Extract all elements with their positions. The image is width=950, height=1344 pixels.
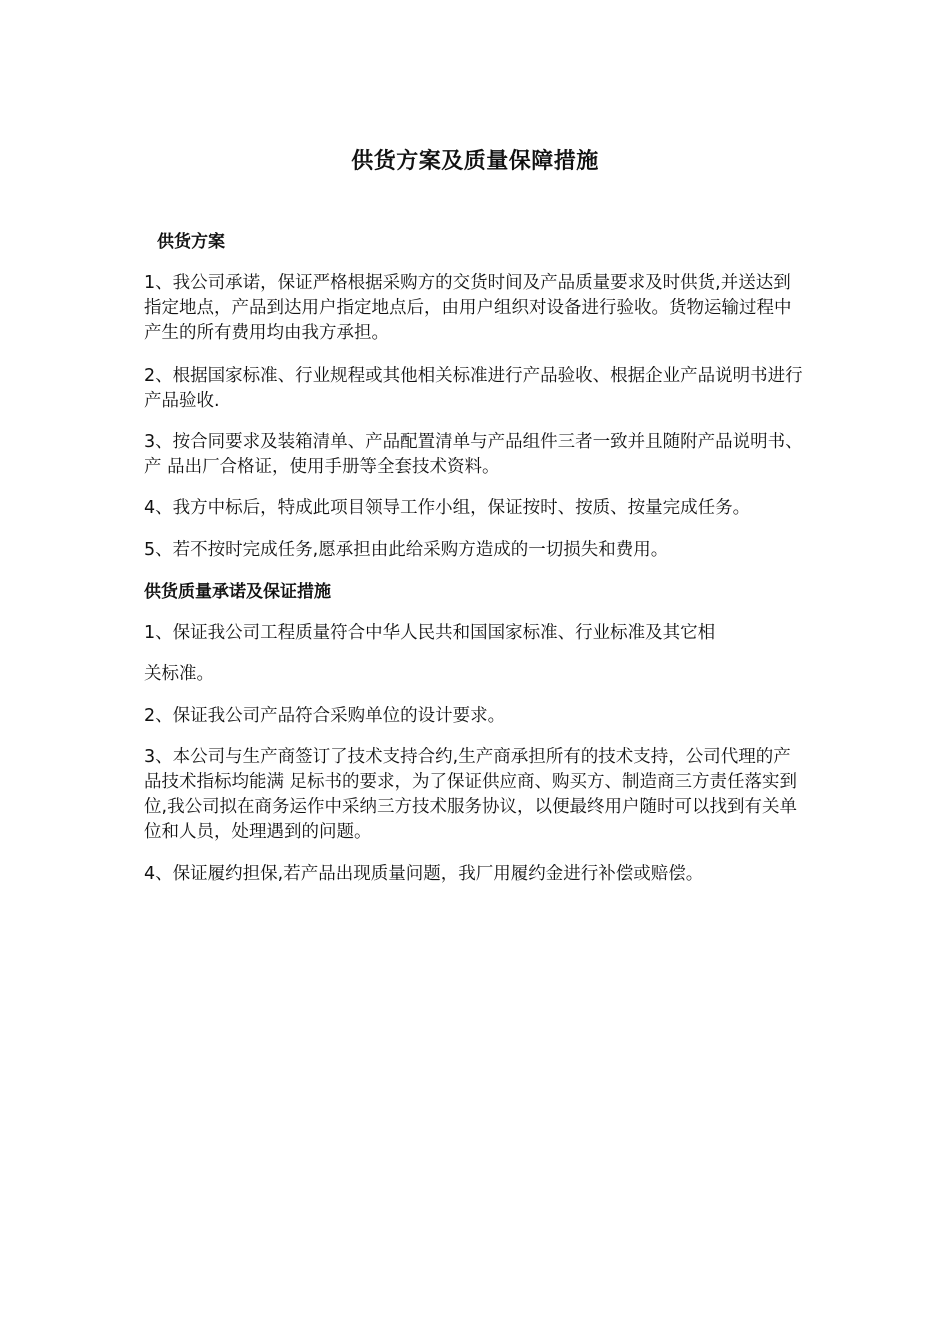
supply-item-5: 5、若不按时完成任务,愿承担由此给采购方造成的一切损失和费用。 <box>144 540 669 560</box>
supply-item-2: 2、根据国家标准、行业规程或其他相关标准进行产品验收、根据企业产品说明书进行产品验收. <box>144 366 803 411</box>
document-title: 供货方案及质量保障措施 <box>351 149 599 174</box>
supply-item-4: 4、我方中标后，特成此项目领导工作小组，保证按时、按质、按量完成任务。 <box>144 498 751 518</box>
quality-item-2: 2、保证我公司产品符合采购单位的设计要求。 <box>144 706 506 726</box>
supply-item-3: 3、按合同要求及装箱清单、产品配置清单与产品组件三者一致并且随附产品说明书、产 品出厂合格证，使用手册等全套技术资料。 <box>144 432 803 477</box>
section-heading-quality-guarantee: 供货质量承诺及保证措施 <box>144 582 331 602</box>
supply-item-1: 1、我公司承诺，保证严格根据采购方的交货时间及产品质量要求及时供货,并送达到指定地点，产品到达用户指定地点后，由用户组织对设备进行验收。货物运输过程中产生的所有费用均由我方承担。 <box>144 273 792 343</box>
quality-item-3: 3、本公司与生产商签订了技术支持合约,生产商承担所有的技术支持，公司代理的产品技术指标均能满 足标书的要求，为了保证供应商、购买方、制造商三方责任落实到位,我公司拟在商务运作中采纳三方技术服务协议，以便最终用户随时可以找到有关单位和人员，处理遇到的问题。 <box>144 747 798 842</box>
quality-item-1-continued: 关标准。 <box>144 664 214 684</box>
quality-item-4: 4、保证履约担保,若产品出现质量问题，我厂用履约金进行补偿或赔偿。 <box>144 864 704 884</box>
section-heading-supply-plan: 供货方案 <box>157 232 225 252</box>
quality-item-1: 1、保证我公司工程质量符合中华人民共和国国家标准、行业标准及其它相 <box>144 623 716 643</box>
